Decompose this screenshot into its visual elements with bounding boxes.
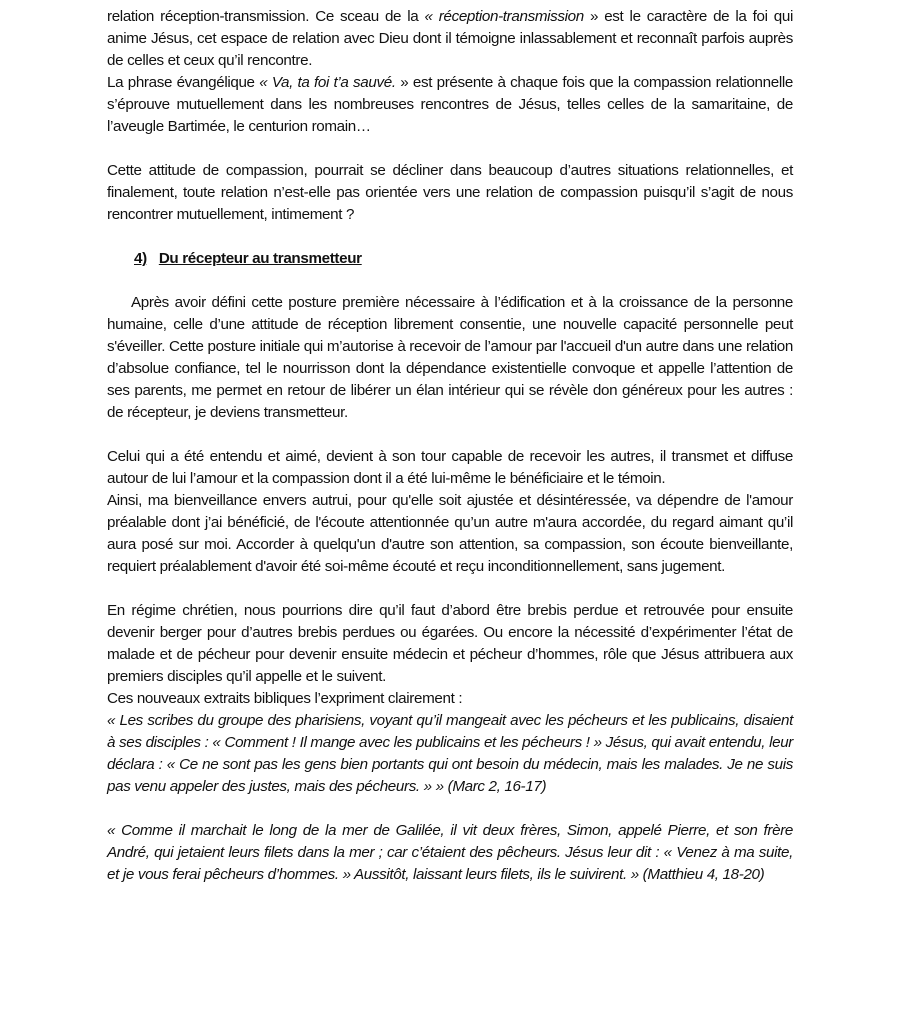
paragraph-va-ta-foi: [107, 72, 793, 138]
spacer: [107, 424, 793, 446]
text-run: » est le caractère de la foi qui anime Jésus, cet espace de relation avec Dieu dont il témoigne inlassablement et reconnaît parfois auprès de celles et ceux qu’il rencontre.: [107, 8, 793, 69]
paragraph-reception-transmission: [107, 6, 793, 72]
paragraph-extraits: Ces nouveaux extraits bibliques l’expriment clairement :: [107, 690, 463, 707]
text-run: La phrase évangélique: [107, 74, 260, 91]
section-heading: [107, 248, 793, 270]
paragraph-compassion: Cette attitude de compassion, pourrait se décliner dans beaucoup d’autres situations relationnelles, et finalement, toute relation n’est-elle pas orientée vers une relation de compassion puisqu’il s’agit de nous rencontrer mutuellement, intimement ?: [107, 162, 793, 223]
paragraph-entendu-aime: Celui qui a été entendu et aimé, devient à son tour capable de recevoir les autres, il transmet et diffuse autour de lui l’amour et la compassion dont il a été lui-même le bénéficiaire et le témoin.: [107, 448, 793, 487]
paragraph-regime-chretien: En régime chrétien, nous pourrions dire qu’il faut d’abord être brebis perdue et retrouvée pour ensuite devenir berger pour d’autres brebis perdues ou égarées. Ou encore la nécessité d’expérimenter l’état de malade et de pécheur pour devenir ensuite médecin et pécheur d’hommes, rôle que Jésus attribuera aux premiers disciples qu’il appelle et le suivent.: [107, 602, 793, 685]
section-number: 4): [134, 250, 147, 267]
spacer: [107, 226, 793, 248]
section-title: Du récepteur au transmetteur: [158, 250, 362, 267]
text-run: relation réception-transmission. Ce sceau de la: [107, 8, 425, 25]
paragraph-posture: Après avoir défini cette posture première nécessaire à l’édification et à la croissance de la personne humaine, celle d’une attitude de réception librement consentie, une nouvelle capacité personnelle peut s'éveiller. Cette posture initiale qui m’autorise à recevoir de l’amour par l'accueil d'un autre dans une relation d’absolue confiance, tel le nourrisson dont la dépendance existentielle convoque et appelle l’attention de ses parents, me permet en retour de libérer un élan intérieur qui se révèle don généreux pour les autres : de récepteur, je deviens transmetteur.: [107, 294, 793, 421]
paragraph-bienveillance: Ainsi, ma bienveillance envers autrui, pour qu'elle soit ajustée et désintéressée, va dépendre de l'amour préalable dont j’ai bénéficié, de l'écoute attentionnée qu’un autre m'aura accordée, du regard aimant qu’il aura posé sur moi. Accorder à quelqu'un d'autre son attention, sa compassion, son écoute bienveillante, requiert préalablement d'avoir été soi-même écouté et reçu inconditionnellement, sans jugement.: [107, 492, 793, 575]
bible-quote-marc: « Les scribes du groupe des pharisiens, voyant qu’il mangeait avec les pécheurs et les publicains, disaient à ses disciples : « Comment ! Il mange avec les publicains et les pécheurs ! » Jésus, qui avait entendu, leur déclara : « Ce ne sont pas les gens bien portants qui ont besoin du médecin, mais les malades. Je ne suis pas venu appeler des justes, mais des pécheurs. » » (Marc 2, 16-17): [107, 712, 793, 795]
italic-term: « réception-transmission: [424, 8, 584, 25]
text-run: » est présente à chaque fois que la compassion relationnelle s’éprouve mutuellement dans les nombreuses rencontres de Jésus, telles celles de la samaritaine, de l’aveugle Bartimée, le centurion romain…: [107, 74, 793, 135]
document-page: [107, 6, 793, 886]
italic-quote: « Va, ta foi t’a sauvé.: [259, 74, 396, 91]
spacer: [107, 138, 793, 160]
spacer: [107, 798, 793, 820]
spacer: [107, 270, 793, 292]
bible-quote-matthieu: « Comme il marchait le long de la mer de Galilée, il vit deux frères, Simon, appelé Pierre, et son frère André, qui jetaient leurs filets dans la mer ; car c’étaient des pêcheurs. Jésus leur dit : « Venez à ma suite, et je vous ferai pêcheurs d’hommes. » Aussitôt, laissant leurs filets, ils le suivirent. » (Matthieu 4, 18-20): [107, 822, 793, 883]
spacer: [107, 578, 793, 600]
